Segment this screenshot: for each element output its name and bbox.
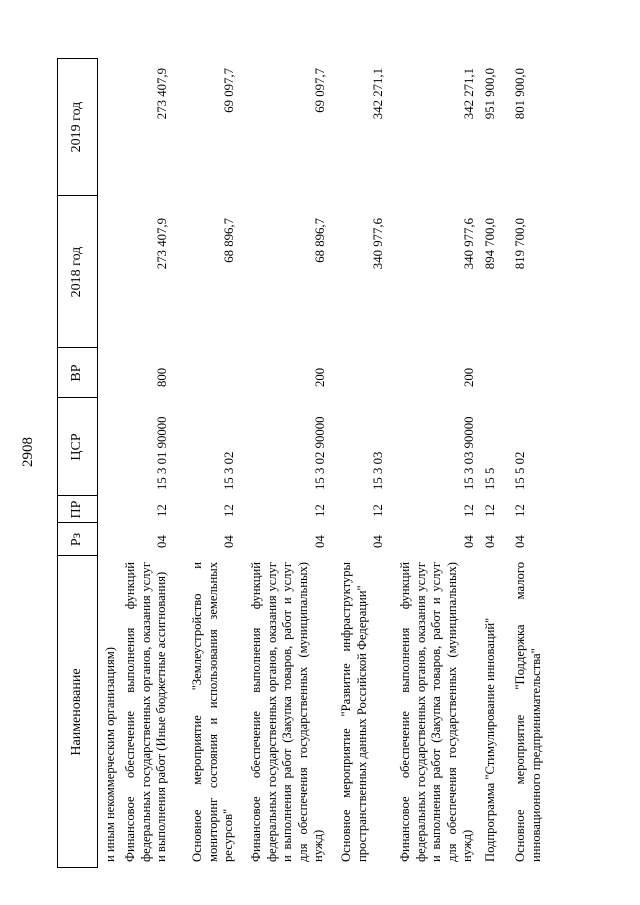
header-rz: Рз <box>69 532 84 547</box>
row-pr: 12 <box>313 504 327 517</box>
header-2018: 2018 год <box>69 246 84 298</box>
row-csr: 15 5 <box>483 467 497 490</box>
row-rz: 04 <box>462 535 476 548</box>
header-csr: ЦСР <box>69 433 84 461</box>
row-name: Основное мероприятие "Землеустройство и мониторинг состояния и использования земельных ресурсов" <box>190 562 235 862</box>
row-2019: 951 900,0 <box>483 68 497 120</box>
row-rz: 04 <box>513 535 527 548</box>
header-pr: ПР <box>69 500 84 519</box>
row-2018: 68 896,7 <box>313 218 327 263</box>
row-rz: 04 <box>222 535 236 548</box>
row-rz: 04 <box>371 535 385 548</box>
row-pr: 12 <box>483 504 497 517</box>
row-2019: 273 407,9 <box>155 68 169 120</box>
row-name: и иным некоммерческим организациям) <box>103 647 117 862</box>
row-2018: 819 700,0 <box>513 218 527 270</box>
header-vr: ВР <box>69 364 84 382</box>
row-vr: 200 <box>313 367 327 387</box>
row-csr: 15 3 03 90000 <box>462 416 476 490</box>
row-2018: 273 407,9 <box>155 218 169 270</box>
row-csr: 15 3 02 90000 <box>313 416 327 490</box>
row-name: Финансовое обеспечение выполнения функций федеральных государственных органов, оказания услуг и выполнения работ (Иные бюджетные ассигнования) <box>123 562 168 862</box>
row-name: Подпрограмма "Стимулирование инноваций" <box>483 617 497 862</box>
row-2019: 69 097,7 <box>313 68 327 113</box>
row-csr: 15 3 03 <box>371 451 385 490</box>
row-name: Основное мероприятие "Развитие инфраструктуры пространственных данных Российской Федерации" <box>339 562 369 862</box>
row-rz: 04 <box>483 535 497 548</box>
row-pr: 12 <box>222 504 236 517</box>
row-2019: 801 900,0 <box>513 68 527 120</box>
row-name: Финансовое обеспечение выполнения функций федеральных государственных органов, оказания услуг и выполнения работ (Закупка товаров, работ и услуг для обеспечения государственных (муниципальных) нужд) <box>398 562 474 862</box>
header-2019: 2019 год <box>69 101 84 153</box>
row-vr: 200 <box>462 367 476 387</box>
row-2018: 894 700,0 <box>483 218 497 270</box>
row-csr: 15 3 02 <box>222 451 236 490</box>
row-rz: 04 <box>155 535 169 548</box>
row-2019: 69 097,7 <box>222 68 236 113</box>
row-2019: 342 271,1 <box>371 68 385 120</box>
row-2018: 340 977,6 <box>371 218 385 270</box>
row-name: Финансовое обеспечение выполнения функций федеральных государственных органов, оказания услуг и выполнения работ (Закупка товаров, работ и услуг для обеспечения государственных (муниципальных) нужд) <box>249 562 325 862</box>
budget-table-frame <box>57 58 557 868</box>
row-pr: 12 <box>155 504 169 517</box>
row-pr: 12 <box>513 504 527 517</box>
row-2018: 68 896,7 <box>222 218 236 263</box>
row-rz: 04 <box>313 535 327 548</box>
row-2019: 342 271,1 <box>462 68 476 120</box>
budget-table <box>57 58 557 868</box>
row-csr: 15 5 02 <box>513 451 527 490</box>
row-pr: 12 <box>371 504 385 517</box>
header-bottom-border <box>97 58 98 868</box>
row-vr: 800 <box>155 367 169 387</box>
row-pr: 12 <box>462 504 476 517</box>
row-name: Основное мероприятие "Поддержка малого инновационного предпринимательства" <box>513 562 543 862</box>
page-number: 2908 <box>20 437 36 467</box>
row-csr: 15 3 01 90000 <box>155 416 169 490</box>
row-2018: 340 977,6 <box>462 218 476 270</box>
header-name: Наименование <box>69 668 84 756</box>
